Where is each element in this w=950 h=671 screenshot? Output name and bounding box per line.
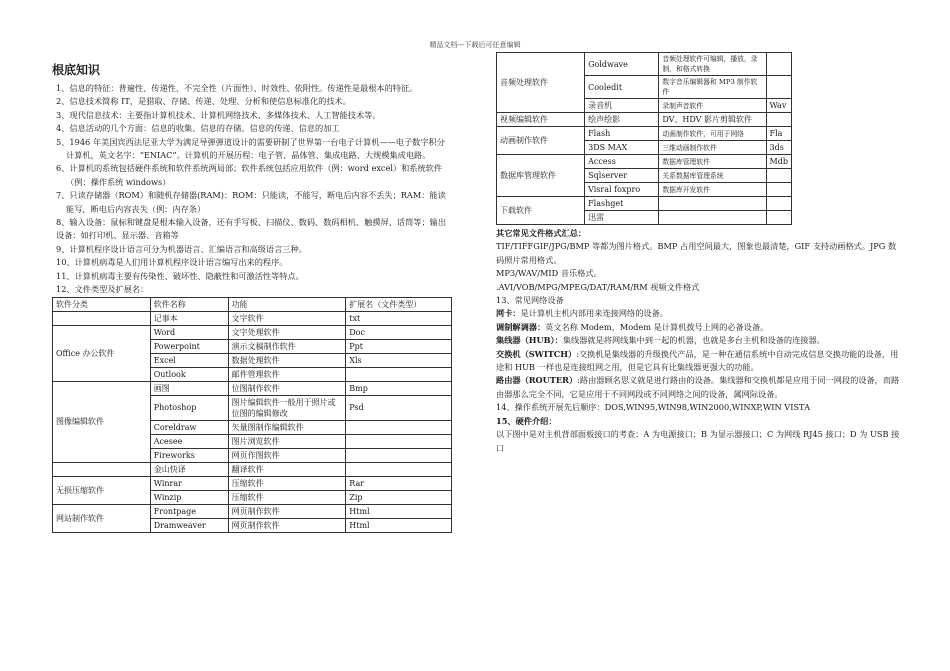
extension-cell: Fla [766, 127, 791, 141]
function-cell: 音频处理软件可编辑，播放，录制，和格式转换 [659, 53, 766, 76]
network-item [496, 374, 904, 401]
name-cell: 金山快译 [150, 462, 228, 476]
left-column [52, 62, 452, 533]
category-cell: 无损压缩软件 [53, 476, 151, 504]
name-cell: Word [150, 325, 228, 339]
function-cell: 压缩软件 [228, 490, 346, 504]
function-cell: 数据处理软件 [228, 353, 346, 367]
network-desc: 集线器就是将网线集中到一起的机器，也就是多台主机和设备的连接器。 [562, 335, 825, 346]
knowledge-list [52, 82, 452, 297]
extension-cell: Mdb [766, 155, 791, 169]
function-cell: 数据库管理软件 [659, 155, 766, 169]
file-type-table-continued [496, 52, 792, 225]
function-cell: 文字处理软件 [228, 325, 346, 339]
function-cell: 三维动画制作软件 [659, 141, 766, 155]
file-type-table [52, 297, 452, 533]
function-cell: 压缩软件 [228, 476, 346, 490]
list-item: 9、计算机程序设计语言可分为机器语言、汇编语言和高级语言三种。 [56, 243, 307, 254]
list-item: 10、计算机病毒是人们用计算机程序设计语言编写出来的程序。 [56, 257, 288, 268]
category-cell: 动画制作软件 [497, 127, 585, 155]
extension-cell: Xls [346, 353, 452, 367]
name-cell: Powerpoint [150, 339, 228, 353]
table-row [497, 155, 792, 169]
network-term: 集线器（HUB）： [496, 335, 563, 346]
extension-cell [766, 113, 791, 127]
extension-cell: txt [346, 311, 452, 325]
function-cell: 网页作图软件 [228, 448, 346, 462]
hardware-text: 以下图中是对主机背部面板接口的考查：A 为电源接口；B 为显示器接口；C 为网线 RJ45 接口；D 为 USB 接口 [496, 429, 900, 453]
name-cell: 录音机 [585, 99, 659, 113]
table-row [497, 53, 792, 76]
name-cell: Access [585, 155, 659, 169]
network-item [496, 307, 904, 320]
table-row [53, 311, 452, 325]
extension-cell [766, 197, 791, 211]
list-item: 3、现代信息技术：主要指计算机技术、计算机网络技术、多媒体技术、人工智能技术等。 [56, 109, 381, 120]
name-cell: Goldwave [585, 53, 659, 76]
list-item: 7、只读存储器（ROM）和随机存储器(RAM)：ROM：只能读，不能写，断电后内容不丢失；RAM：能读能写，断电后内容丧失（例：内存条） [56, 190, 446, 214]
function-cell: DV、HDV 影片剪辑软件 [659, 113, 766, 127]
category-cell [53, 462, 151, 476]
extension-cell [766, 169, 791, 183]
function-cell: 位图制作软件 [228, 381, 346, 395]
name-cell: Winrar [150, 476, 228, 490]
extension-cell: Html [346, 504, 452, 518]
name-cell: 画图 [150, 381, 228, 395]
name-cell: Acesee [150, 434, 228, 448]
formats-line: .AVI/VOB/MPG/MPEG/DAT/RAM/RM 视频文件格式 [496, 281, 700, 292]
extension-cell: Bmp [346, 381, 452, 395]
list-item: 1、信息的特征：普遍性、传递性、不完全性（片面性）、时效性、依附性。传递性是最根本的特征。 [56, 83, 418, 93]
function-cell: 录制声音软件 [659, 99, 766, 113]
category-cell: Office 办公软件 [53, 325, 151, 381]
network-item [496, 334, 904, 347]
name-cell: Excel [150, 353, 228, 367]
category-cell: 下载软件 [497, 197, 585, 225]
formats-line: MP3/WAV/MID 音乐格式。 [496, 268, 602, 279]
formats-heading: 其它常见文件格式汇总： [496, 228, 587, 238]
header-cell: 功能 [228, 297, 346, 311]
network-desc: 英文名称 Modem，Modem 是计算机拨号上网的必备设备。 [545, 321, 769, 332]
extension-cell [346, 462, 452, 476]
network-section [496, 294, 904, 401]
network-item [496, 348, 904, 375]
extension-cell: Html [346, 518, 452, 532]
name-cell: Visral foxpro [585, 183, 659, 197]
list-item: 2、信息技术简称 IT，是猎取、存储、传递、处理、分析和使信息标准化的技术。 [56, 96, 351, 107]
network-desc: :交换机是集线器的升级换代产品，是一种在通信系统中自动完成信息交换功能的设备，用途和 HUB 一样也是连接组网之用，但是它具有比集线器更强大的功能。 [496, 348, 899, 373]
category-cell: 视频编辑软件 [497, 113, 585, 127]
list-item: 5、1946 年美国宾西法尼亚大学为满足导弹弹道设计的需要研制了世界第一台电子计算机——电子数字积分计算机，英文名字：“ENIAC”。计算机的开展历程：电子管、晶体管、集成电路、大规模集成电路。 [56, 136, 445, 161]
function-cell: 动画制作软件，可用于网络 [659, 127, 766, 141]
section-title: 根底知识 [52, 63, 101, 77]
network-term: 网卡： [496, 308, 521, 319]
table-row [53, 325, 452, 339]
function-cell: 文字软件 [228, 311, 346, 325]
list-item: 6、计算机的系统包括硬件系统和软件系统两局部；软件系统包括应用软件（例：word excel）和系统软件（例：操作系统 windows） [56, 163, 443, 187]
name-cell: 绘声绘影 [585, 113, 659, 127]
name-cell: Coreldraw [150, 420, 228, 434]
function-cell: 邮件管理软件 [228, 367, 346, 381]
name-cell: Winzip [150, 490, 228, 504]
list-item: 11、计算机病毒主要有传染性、破坏性、隐蔽性和可激活性等特点。 [56, 270, 304, 281]
category-cell: 数据库管理软件 [497, 155, 585, 197]
table-row [53, 381, 452, 395]
function-cell: 网页制作软件 [228, 518, 346, 532]
list-item: 8、输入设备：鼠标和键盘是根本输入设备，还有手写板、扫描仪、数码、数码相机、触摸屏、话筒等；输出设备：如打印机、显示器、音箱等 [56, 217, 447, 241]
extension-cell [346, 420, 452, 434]
function-cell [659, 197, 766, 211]
table-row [497, 113, 792, 127]
extension-cell: Zip [346, 490, 452, 504]
table-row [53, 504, 452, 518]
function-cell [659, 211, 766, 225]
extension-cell [346, 434, 452, 448]
name-cell: Flashget [585, 197, 659, 211]
extension-cell [346, 448, 452, 462]
name-cell: 3DS MAX [585, 141, 659, 155]
category-cell: 图像编辑软件 [53, 381, 151, 462]
network-term: 调制解调器： [496, 321, 546, 332]
category-cell: 音频处理软件 [497, 53, 585, 113]
network-term: 路由器（ROUTER） [496, 375, 578, 386]
extension-cell: Doc [346, 325, 452, 339]
network-desc: :路由器顾名思义就是进行路由的设备。集线器和交换机都是应用于同一网段的设备，而路由器那么完全不同，它是应用于不同网段或不同网络之间的设备，属网际设备。 [496, 375, 900, 399]
extension-cell [766, 211, 791, 225]
function-cell: 数字音乐编辑器和 MP3 制作软件 [659, 76, 766, 99]
list-item: 12、文件类型及扩展名： [56, 284, 149, 295]
name-cell: Cooledit [585, 76, 659, 99]
table-header-row [53, 297, 452, 311]
table-row [53, 462, 452, 476]
name-cell: Dramweaver [150, 518, 228, 532]
function-cell: 矢量图制作编辑软件 [228, 420, 346, 434]
extension-cell: Wav [766, 99, 791, 113]
function-cell: 数据库开发软件 [659, 183, 766, 197]
header-cell: 扩展名（文件类型） [346, 297, 452, 311]
network-item [496, 321, 904, 334]
page-header: 精品文档---下载后可任意编辑 [429, 41, 521, 49]
function-cell: 翻译软件 [228, 462, 346, 476]
function-cell: 图片编辑软件一般用于照片或位图的编辑修改 [228, 395, 346, 420]
table-row [497, 127, 792, 141]
list-item: 4、信息活动的几个方面：信息的收集、信息的存储、信息的传递、信息的加工 [56, 123, 340, 134]
formats-line: TIF/TIFFGIF/JPG/BMP 等都为图片格式。BMP 占用空间最大，图象也最清楚，GIF 支持动画格式。JPG 数码照片常用格式。 [496, 241, 897, 265]
name-cell: Outlook [150, 367, 228, 381]
right-column [496, 52, 904, 455]
name-cell: 记事本 [150, 311, 228, 325]
function-cell: 演示文稿制作软件 [228, 339, 346, 353]
extension-cell: Psd [346, 395, 452, 420]
extension-cell [766, 183, 791, 197]
table-row [53, 476, 452, 490]
network-heading: 13、常见网络设备 [496, 295, 564, 306]
name-cell: Frontpage [150, 504, 228, 518]
name-cell: Photoshop [150, 395, 228, 420]
name-cell: Flash [585, 127, 659, 141]
header-cell: 软件名称 [150, 297, 228, 311]
formats-section [496, 227, 904, 294]
hardware-heading: 15、硬件介绍： [496, 415, 557, 426]
os-order: 14、操作系统开展先后顺序：DOS,WIN95,WIN98,WIN2000,WINXP,WIN VISTA [496, 402, 810, 413]
network-term: 交换机（SWITCH） [496, 348, 577, 359]
category-cell [53, 311, 151, 325]
extension-cell: Rar [346, 476, 452, 490]
extension-cell [766, 76, 791, 99]
category-cell: 网站制作软件 [53, 504, 151, 532]
header-cell: 软件分类 [53, 297, 151, 311]
function-cell: 关系数据库管理系统 [659, 169, 766, 183]
function-cell: 图片浏览软件 [228, 434, 346, 448]
network-desc: 是计算机主机内部用来连接网络的设备。 [520, 308, 668, 319]
extension-cell [766, 53, 791, 76]
extension-cell: Ppt [346, 339, 452, 353]
function-cell: 网页制作软件 [228, 504, 346, 518]
extension-cell [346, 367, 452, 381]
name-cell: Fireworks [150, 448, 228, 462]
table-row [497, 197, 792, 211]
name-cell: Sqlserver [585, 169, 659, 183]
extension-cell: 3ds [766, 141, 791, 155]
name-cell: 迅雷 [585, 211, 659, 225]
